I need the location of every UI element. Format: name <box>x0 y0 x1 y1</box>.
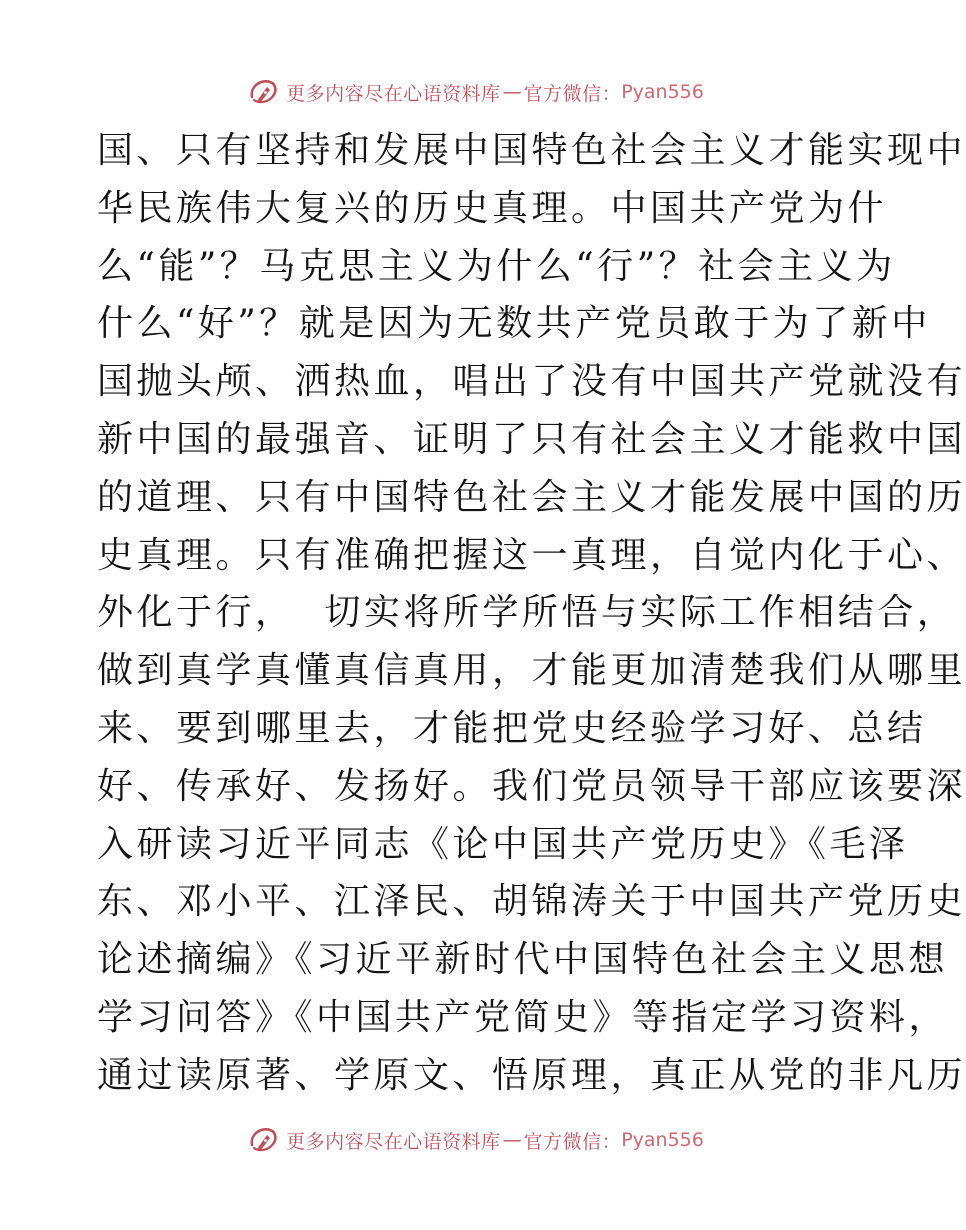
document-body <box>97 122 966 1105</box>
text-line: 东、邓小平、江泽民、胡锦涛关于中国共产党历史 <box>97 881 966 923</box>
watermark-header <box>0 72 950 112</box>
pen-nib-swirl-icon <box>246 75 280 109</box>
text-line: 做到真学真懂真信真用，才能更加清楚我们从哪里 <box>97 650 966 692</box>
text-line: 么“能”？马克思主义为什么“行”？社会主义为 <box>97 245 896 287</box>
watermark-footer <box>0 1120 950 1160</box>
text-line: 好、传承好、发扬好。我们党员领导干部应该要深 <box>97 765 966 807</box>
watermark-account-label: 官方微信： <box>523 1130 622 1153</box>
watermark-separator: — <box>502 81 522 103</box>
pen-nib-swirl-icon <box>246 1123 280 1157</box>
text-line: 国、只有坚持和发展中国特色社会主义才能实现中 <box>97 130 966 171</box>
text-line: 华民族伟大复兴的历史真理。中国共产党为什 <box>97 187 888 229</box>
watermark-text: 更多内容尽在心语资料库 <box>286 82 501 105</box>
text-line: 来、要到哪里去，才能把党史经验学习好、总结 <box>97 707 927 749</box>
watermark-account-id: Pyan556 <box>621 1129 704 1151</box>
text-line: 什么“好”？就是因为无数共产党员敢于为了新中 <box>97 303 931 345</box>
text-line: 通过读原著、学原文、悟原理，真正从党的非凡历 <box>97 1054 966 1096</box>
text-line: 的道理、只有中国特色社会主义才能发展中国的历 <box>97 476 966 518</box>
text-line: 学习问答》《中国共产党简史》等指定学习资料， <box>97 996 949 1038</box>
text-line: 入研读习近平同志《论中国共产党历史》《毛泽 <box>97 823 909 865</box>
text-line: 国抛头颅、洒热血，唱出了没有中国共产党就没有 <box>97 361 966 403</box>
watermark-text: 更多内容尽在心语资料库 <box>286 1130 501 1153</box>
text-line: 史真理。只有准确把握这一真理，自觉内化于心、 <box>97 534 966 576</box>
watermark-separator: — <box>502 1129 522 1151</box>
text-line: 新中国的最强音、证明了只有社会主义才能救中国 <box>97 418 966 460</box>
text-line: 外化于行， 切实将所学所悟与实际工作相结合， <box>97 592 957 634</box>
watermark-account-id: Pyan556 <box>621 81 704 103</box>
watermark-account-label: 官方微信： <box>523 82 622 105</box>
text-line: 论述摘编》《习近平新时代中国特色社会主义思想 <box>97 939 949 981</box>
